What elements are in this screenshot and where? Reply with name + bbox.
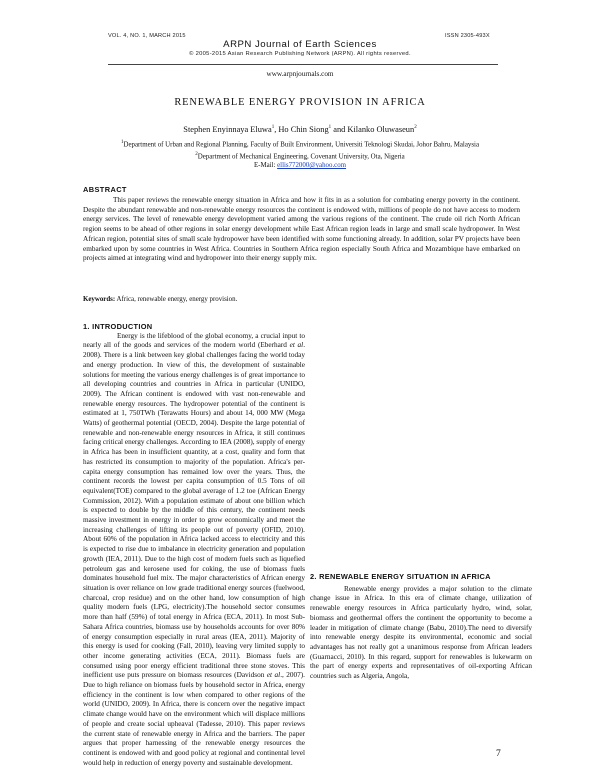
author-3-affil: 2 bbox=[414, 125, 417, 131]
email-label: E-Mail: bbox=[253, 162, 278, 170]
journal-name: ARPN Journal of Earth Sciences bbox=[223, 39, 377, 50]
copyright-line: © 2005-2015 Asian Research Publishing Network (ARPN). All rights reserved. bbox=[189, 51, 411, 57]
column-right bbox=[310, 572, 532, 740]
author-1: Stephen Enyinnaya Eluwa bbox=[183, 125, 272, 134]
email-link[interactable]: ellis772000@yahoo.com bbox=[277, 162, 347, 170]
page-number: 7 bbox=[496, 748, 501, 759]
affiliation-1-number: 1 bbox=[120, 140, 124, 145]
affiliation-1 bbox=[0, 138, 600, 150]
affiliation-2-text: Department of Mechanical Engineering, Covenant University, Ota, Nigeria bbox=[197, 152, 405, 160]
paper-title: RENEWABLE ENERGY PROVISION IN AFRICA bbox=[174, 97, 426, 108]
journal-website[interactable]: www.arpnjournals.com bbox=[266, 70, 334, 78]
keywords-label: Keywords: bbox=[83, 296, 116, 303]
section-1-text-a: Energy is the lifeblood of the global economy, a crucial input to nearly all of the goods and services of the modern world (Eberhard bbox=[83, 331, 305, 350]
abstract-heading: ABSTRACT bbox=[83, 185, 127, 194]
section-2-heading: 2. RENEWABLE ENERGY SITUATION IN AFRICA bbox=[310, 572, 491, 581]
section-2-body: Renewable energy provides a major solution to the climate change issue in Africa. In this era of climate change, utilization of renewable energy resources in Africa particularly hydro, wind, solar, biomass and geothermal offers the continent the opportunity to become a leader in mitigation of climate change (Babu, 2010).The need to diversify into renewable energy despite its environmental, economic and social advantages has not really got a unanimous response from African leaders (Guarnacci, 2010). In this regard, support for renewables is lukewarm on the part of energy experts and representatives of oil-exporting African countries such as Algeria, Angola, bbox=[310, 584, 532, 681]
affiliation-2 bbox=[0, 150, 600, 162]
volume-info: VOL. 4, NO. 1, MARCH 2015 bbox=[108, 33, 186, 39]
section-1-text-c: ., 2007). Due to high reliance on biomass fuels by household sector in Africa, energy efficiency in the continent is low when compared to other regions of the world (UNIDO, 2009). In Africa, there is concern over the negative impact climate change would have on the environment which will displace millions of people and create social upheaval (Tadesse, 2010). This paper reviews the current state of renewable energy in Africa and the barriers. The paper argues that proper harnessing of the renewable energy resources the continent is endowed with and good policy at regional and continental level would help in reduction of energy poverty and sustainable development. bbox=[83, 671, 305, 767]
keywords bbox=[83, 296, 520, 303]
abstract-text: This paper reviews the renewable energy situation in Africa and how it fits in as a solution for combating energy poverty in the continent. Despite the abundant renewable and non-renewable energy resources the continent is endowed with, millions of people do not have access to modern energy services. The level of renewable energy development varied among the various regions of the continent. The crude oil rich North African region seems to be ahead of other regions in solar energy development while East African region leads in large and small scale hydropower. In West African region, potential sites of small scale hydropower have been identified with some functioning already. In addition, solar PV projects have been embarked upon by some countries in West Africa. Countries in Southern Africa region especially South Africa and Mozambique have embarked on projects aimed at integrating wind and hydropower into their energy supply mix. bbox=[83, 196, 520, 263]
header-rule bbox=[108, 64, 498, 65]
authors bbox=[0, 125, 600, 134]
affiliation-2-number: 2 bbox=[195, 151, 198, 157]
author-3: and Kilanko Oluwaseun bbox=[331, 125, 415, 134]
section-1-text-b: . 2008). There is a link between key global challenges facing the world today and energy production. In view of this, the development of sustainable solutions for meeting the various energy challenges is of great importance to all developing countries and countries in Africa in particular (UNIDO, 2009). The African continent is endowed with vast non-renewable and renewable energy resources. The hydropower potential of the continent is estimated at 1, 750TWh (Terawatts Hours) and about 14, 000 MW (Mega Watts) of geothermal potential (OECD, 2004). Despite the large potential of renewable and non-renewable energy resources in Africa, it still continues facing critical energy challenges. According to IEA (2008), supply of energy in Africa has been in insufficient quantity, at a cost, quality and form that has restricted its consumption to majority of the population. Africa's per-capita energy consumption has remained low over the years. Thus, the continent records the lowest per capita consumption of 0.5 Tons of oil equivalent(TOE) compared to the global average of 1.2 toe (African Energy Commission, 2012). With a population estimate of about one billion which is expected to double by the middle of this century, the continent needs massive investment in energy in order to grow economically and meet the increasing challenges of lifting its people out of poverty (OFID, 2010). About 60% of the population in Africa lacked access to electricity and this is expected to rise due to imbalance in electricity generation and population growth (IEA, 2011). Due to the high cost of modern fuels such as liquefied petroleum gas and kerosene used for coking, the use of biomass fuels dominates household fuel mix. The major characteristics of African energy situation is over reliance on low grade traditional energy sources (fuelwood, charcoal, crop residue) and on the other hand, low consumption of high quality modern fuels (LPG, electricity).The household sector consumes more than half (59%) of total energy in Africa (ECA, 2011). In most Sub-Sahara Africa countries, biomass use by households accounts for over 80% of energy consumption especially in rural areas (IEA, 2011). Majority of this energy is used for cooking (Fall, 2010), leaving very limited supply to other income generating activities (ECA, 2011). Biomass fuels are consumed using poor energy efficient traditional three stone stoves. This inefficient use puts pressure on biomass resources (Davidson bbox=[83, 341, 305, 680]
section-1-body bbox=[83, 332, 305, 769]
affiliation-1-text: Department of Urban and Regional Planning, Faculty of Built Environment, Universiti Teknologi Skudai, Johor Bahru, Malaysia bbox=[123, 141, 480, 149]
issn: ISSN 2305-493X bbox=[445, 33, 490, 39]
section-1-heading: 1. INTRODUCTION bbox=[83, 322, 153, 331]
et-al-1: et al bbox=[289, 341, 304, 350]
author-2-affil: 1 bbox=[328, 125, 332, 131]
column-left bbox=[83, 322, 305, 767]
et-al-2: et al bbox=[266, 671, 281, 680]
keywords-text: Africa, renewable energy, energy provision. bbox=[115, 296, 238, 303]
author-1-affil: 1 bbox=[271, 125, 275, 131]
author-2: , Ho Chin Siong bbox=[274, 125, 329, 134]
email-line bbox=[0, 161, 600, 170]
affiliations bbox=[0, 138, 600, 170]
